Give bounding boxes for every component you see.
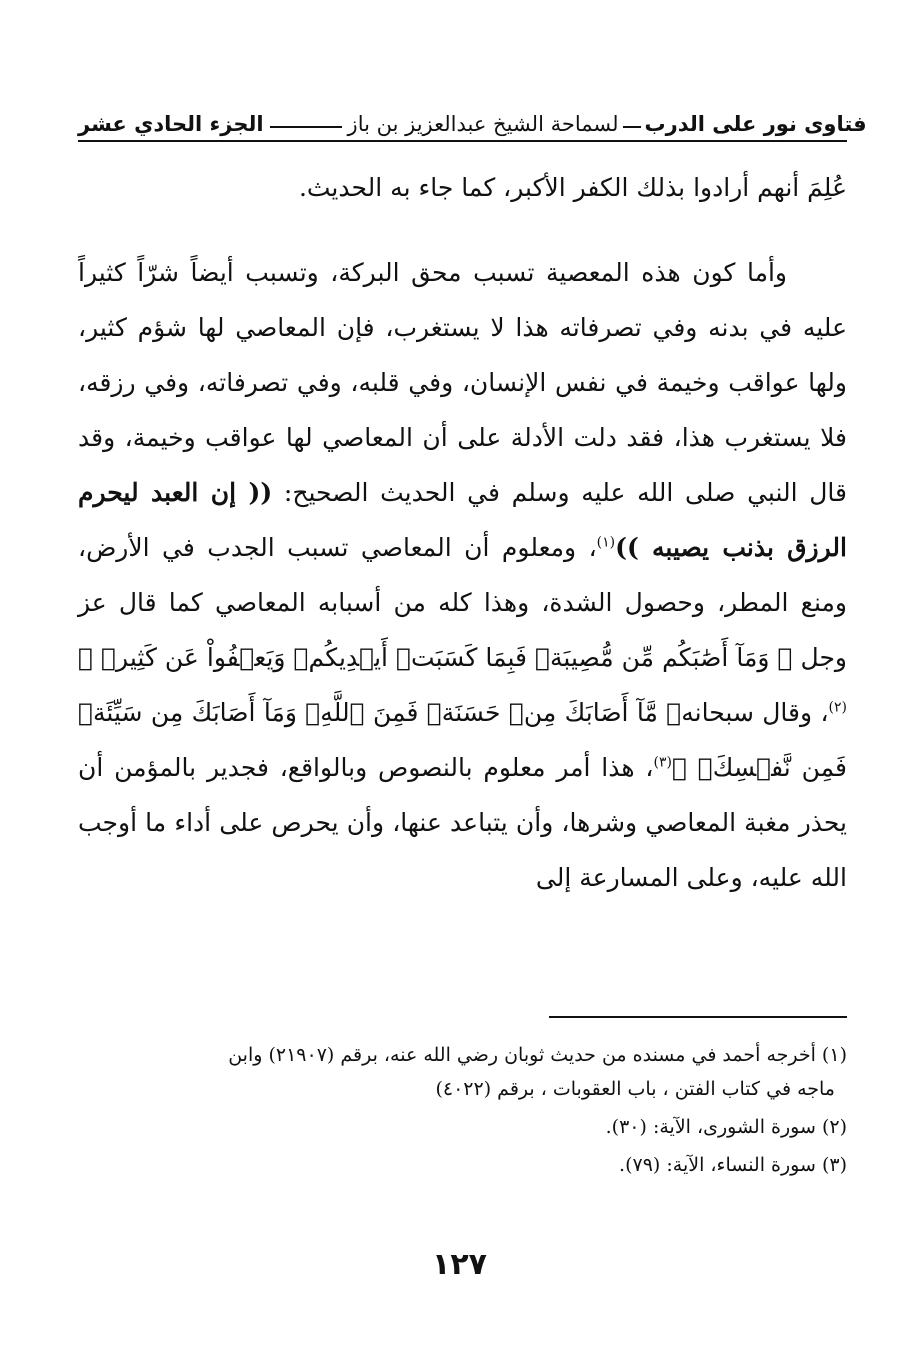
footnote-separator xyxy=(549,1016,847,1018)
footnote-2: (٢) سورة الشورى، الآية: (٣٠). xyxy=(605,1116,847,1138)
text-segment: ، وقال سبحانه xyxy=(681,698,829,727)
footnote-1-line-1: (١) أخرجه أحمد في مسنده من حديث ثوبان رضي الله عنه، برقم (٢١٩٠٧) وابن xyxy=(228,1044,847,1066)
footnote-ref-1: (١) xyxy=(596,534,616,551)
quran-verse-1: ﴿ وَمَآ أَصَٰبَكُم مِّن مُّصِيبَةٖ فَبِمَا كَسَبَتۡ أَيۡدِيكُمۡ وَيَعۡفُواْ عَن كَثِيرٖ ﴾ xyxy=(78,643,793,672)
hadith-quote: (( إن العبد ليحرم الرزق بذنب يصيبه )) xyxy=(78,478,847,562)
footnote-1-line-2: ماجه في كتاب الفتن ، باب العقوبات ، برقم (٤٠٢٢) xyxy=(435,1078,835,1100)
header-rule xyxy=(270,126,342,128)
footnote-ref-3: (٣) xyxy=(653,754,672,771)
text-segment: ، ومعلوم أن المعاصي تسبب الجدب في الأرض، ومنع المطر، وحصول الشدة، وهذا كله من أسبابه المعاصي كما قال عز وجل xyxy=(78,533,847,672)
header-volume: الجزء الحادي عشر xyxy=(78,112,264,136)
footnote-1 xyxy=(78,1038,847,1106)
quran-verse-2: ﴿ مَّآ أَصَابَكَ مِنۡ حَسَنَةٖ فَمِنَ ٱللَّهِۖ وَمَآ أَصَابَكَ مِن سَيِّئَةٖ فَمِن نَّفۡسِكَۚ ﴾ xyxy=(78,698,848,782)
text-segment: ، هذا أمر معلوم بالنصوص وبالواقع، فجدير بالمؤمن أن يحذر مغبة المعاصي وشرها، وأن يتباعد عنها، وأن يحرص على أداء ما أوجب الله عليه، وعلى المسارعة إلى xyxy=(78,753,847,892)
header-dash xyxy=(623,126,641,128)
paragraph-continuation: عُلِمَ أنهم أرادوا بذلك الكفر الأكبر، كما جاء به الحديث. xyxy=(298,173,847,202)
footnotes xyxy=(78,1038,847,1186)
text-segment: وأما كون هذه المعصية تسبب محق البركة، وتسبب أيضاً شرّاً كثيراً عليه في بدنه وفي تصرفاته هذا لا يستغرب، فإن المعاصي لها شؤم كثير، ولها عواقب وخيمة في نفس الإنسان، وفي قلبه، وفي تصرفاته، وفي رزقه، فلا يستغرب هذا، فقد دلت الأدلة على أن المعاصي لها عواقب وخيمة، وقد قال النبي صلى الله عليه وسلم في الحديث الصحيح: xyxy=(78,258,847,507)
main-text xyxy=(78,160,847,905)
page-number: ١٢٧ xyxy=(432,1247,487,1282)
header-title-group xyxy=(264,112,867,136)
running-header xyxy=(78,96,867,142)
footnote-ref-2: (٢) xyxy=(828,699,847,716)
header-author: لسماحة الشيخ عبدالعزيز بن باز xyxy=(347,112,619,136)
footnote-3: (٣) سورة النساء، الآية: (٧٩). xyxy=(619,1154,847,1176)
paragraph-main xyxy=(78,245,847,905)
header-book-title: فتاوى نور على الدرب xyxy=(644,112,867,136)
